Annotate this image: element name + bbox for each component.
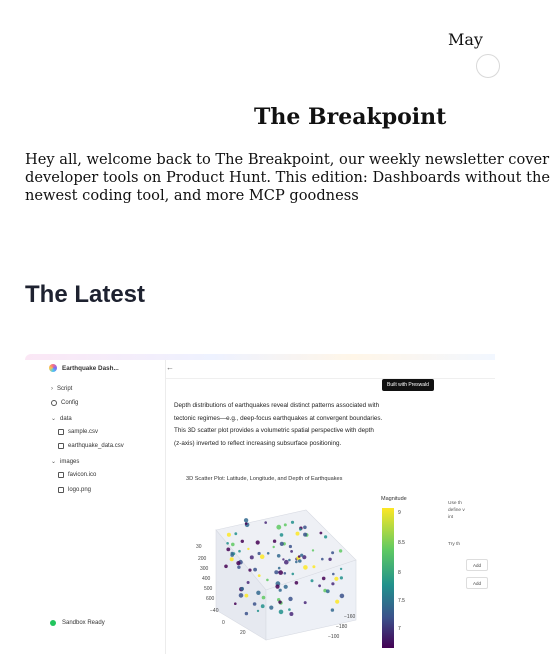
add-button[interactable]: Add	[466, 577, 488, 589]
scatter-point	[295, 581, 299, 585]
scatter-point	[244, 518, 248, 522]
scatter-point	[331, 551, 334, 554]
scatter-point	[231, 552, 234, 555]
scatter-point	[332, 573, 335, 576]
scatter-point	[318, 584, 321, 587]
app-header	[49, 364, 119, 372]
scatter-point	[240, 587, 244, 591]
right-panel: Use th define v int Try th	[448, 501, 465, 547]
scatter-point	[280, 542, 284, 546]
scatter-point	[303, 565, 308, 570]
scatter-point	[245, 522, 248, 525]
scatter-point	[258, 574, 261, 577]
scatter-point	[273, 546, 275, 548]
intro-line: developer tools on Product Hunt. This edition: Dashboards without the	[25, 169, 550, 186]
add-button[interactable]: Add	[466, 559, 488, 571]
scatter-point	[288, 597, 292, 601]
image-icon	[58, 472, 64, 478]
scatter-point	[331, 608, 334, 611]
dashboard-description: Depth distributions of earthquakes reveal distinct patterns associated with tectonic regimes—e.g., deep-focus earthquakes at convergent boundaries. This 3D scatter plot provides a volumetric spatial perspective with depth (z-axis) inverted to reflect increasing subsurface positioning.	[174, 402, 383, 447]
scatter-point	[234, 602, 237, 605]
plot-title: 3D Scatter Plot: Latitude, Longitude, and Depth of Earthquakes	[186, 476, 343, 482]
scatter-point	[312, 549, 314, 551]
scatter-point	[304, 601, 307, 604]
issue-date: May	[448, 30, 483, 49]
tree-item-config[interactable]: Config	[51, 400, 78, 406]
intro-line: Hey all, welcome back to The Breakpoint, our weekly newsletter cover	[25, 151, 550, 168]
scatter-point	[274, 570, 278, 574]
scatter-point	[284, 523, 287, 526]
chevron-down-icon: ⌄	[51, 416, 57, 422]
scatter-point	[256, 591, 260, 595]
scatter-point	[288, 559, 291, 562]
scatter-point	[340, 568, 342, 570]
scatter-point	[269, 606, 273, 610]
scatter-point	[248, 569, 251, 572]
scatter-point	[331, 582, 334, 585]
scatter-point	[247, 548, 249, 550]
scatter-point	[322, 577, 326, 581]
scatter-point	[278, 571, 280, 573]
tree-item-data[interactable]: ⌄ data	[51, 415, 72, 422]
scatter-point	[226, 542, 229, 545]
intro-line: newest coding tool, and more MCP goodness	[25, 187, 359, 204]
scatter-point	[292, 573, 295, 576]
axis-tick: −160	[344, 614, 356, 620]
scatter-point	[296, 532, 300, 536]
scatter-point	[335, 600, 339, 604]
app-logo-icon	[49, 364, 57, 372]
scatter-point	[340, 576, 343, 579]
scatter-point	[289, 545, 292, 548]
scatter-point	[291, 521, 294, 524]
scatter-point	[324, 535, 327, 538]
scatter-point	[275, 585, 279, 589]
back-arrow-icon[interactable]: ←	[166, 363, 174, 372]
scatter-point	[288, 608, 291, 611]
axis-tick: 0	[222, 620, 225, 626]
scatter-point	[262, 596, 266, 600]
colorbar-tick: 7.5	[398, 598, 405, 604]
magnitude-colorbar	[382, 508, 394, 648]
scatter-point	[290, 550, 293, 553]
status-dot-icon	[50, 620, 56, 626]
scatter-point	[264, 521, 267, 524]
axis-tick: 20	[240, 630, 246, 636]
scatter-point	[278, 600, 281, 603]
file-icon	[58, 443, 64, 449]
scatter-point	[300, 554, 303, 557]
scatter-point	[250, 555, 254, 559]
scatter-point	[253, 602, 257, 606]
sandbox-status: Sandbox Ready	[50, 620, 105, 626]
scatter-point	[284, 560, 289, 565]
scatter-point	[260, 554, 265, 559]
scatter-point	[299, 528, 302, 531]
chevron-right-icon: ›	[51, 386, 53, 392]
scatter-point	[230, 557, 234, 561]
scatter-point	[328, 558, 331, 561]
scatter-point	[261, 604, 265, 608]
scatter-point	[257, 610, 259, 612]
axis-tick: −100	[328, 634, 340, 640]
colorbar-tick: 8	[398, 570, 401, 576]
axis-tick: 500	[204, 586, 213, 592]
scatter-point	[295, 561, 298, 564]
scatter-point	[284, 585, 288, 589]
colorbar-tick: 7	[398, 626, 401, 632]
scatter-point	[340, 594, 345, 599]
colorbar-tick: 9	[398, 510, 401, 516]
scatter-point	[234, 532, 237, 535]
scatter-point	[227, 533, 231, 537]
scatter-point	[312, 565, 315, 568]
scatter-point	[258, 552, 261, 555]
scatter-point	[298, 559, 302, 563]
file-icon	[58, 429, 64, 435]
scatter-point	[279, 610, 284, 615]
image-icon	[58, 487, 64, 493]
built-with-badge[interactable]: Built with Preswald	[382, 379, 434, 391]
scatter-point	[245, 612, 248, 615]
scatter-point	[320, 532, 323, 535]
axis-tick: 400	[202, 576, 211, 582]
scatter-point	[279, 589, 282, 592]
scatter-point	[256, 540, 260, 544]
axis-tick: 600	[206, 596, 215, 602]
scatter-point	[289, 612, 293, 616]
scatter-point	[321, 558, 324, 561]
intro-paragraph	[25, 151, 550, 205]
axis-tick: 200	[198, 556, 207, 562]
colorbar-tick: 8.5	[398, 540, 405, 546]
scatter-3d-plot[interactable]	[196, 500, 376, 640]
gear-icon	[51, 400, 57, 406]
tree-item-sample-csv[interactable]: sample.csv	[58, 429, 98, 435]
tree-item-logo[interactable]: logo.png	[58, 487, 91, 493]
scatter-point	[303, 533, 307, 537]
chevron-down-icon: ⌄	[51, 459, 57, 465]
scatter-point	[278, 567, 281, 570]
axis-tick: 30	[196, 544, 202, 550]
scatter-point	[224, 565, 228, 569]
dashboard-topbar	[166, 360, 495, 379]
scatter-point	[239, 593, 244, 598]
share-button[interactable]	[476, 54, 500, 78]
scatter-point	[277, 554, 281, 558]
scatter-point	[276, 525, 281, 530]
colorbar-label: Magnitude	[381, 496, 407, 502]
file-sidebar	[25, 360, 166, 654]
scatter-point	[245, 594, 249, 598]
scatter-point	[339, 549, 342, 552]
app-title: Earthquake Dash...	[62, 364, 119, 372]
scatter-point	[282, 558, 284, 560]
tree-item-script[interactable]: › Script	[51, 386, 73, 392]
scatter-point	[273, 540, 276, 543]
scatter-point	[247, 581, 250, 584]
scatter-point	[298, 555, 301, 558]
scatter-point	[326, 589, 330, 593]
scatter-point	[237, 566, 240, 569]
tree-item-favicon[interactable]: favicon.ico	[58, 472, 96, 478]
dashboard-main	[166, 360, 495, 654]
scatter-point	[253, 568, 257, 572]
scatter-point	[334, 577, 338, 581]
section-heading: The Latest	[25, 281, 146, 308]
scatter-point	[267, 552, 270, 555]
tree-item-images[interactable]: ⌄ images	[51, 458, 80, 465]
scatter-point	[231, 543, 235, 547]
axis-tick: 300	[200, 566, 209, 572]
axis-tick: −180	[336, 624, 348, 630]
scatter-point	[311, 579, 314, 582]
scatter-point	[280, 533, 284, 537]
axis-tick: −40	[210, 608, 219, 614]
scatter-point	[284, 572, 287, 575]
scatter-point	[226, 548, 230, 552]
article-screenshot[interactable]	[25, 354, 495, 654]
tree-item-earthquake-csv[interactable]: earthquake_data.csv	[58, 443, 124, 449]
scatter-point	[303, 526, 307, 530]
scatter-point	[241, 540, 244, 543]
newsletter-title: The Breakpoint	[254, 104, 447, 130]
scatter-point	[236, 561, 240, 565]
scatter-point	[238, 550, 241, 553]
scatter-point	[266, 579, 269, 582]
